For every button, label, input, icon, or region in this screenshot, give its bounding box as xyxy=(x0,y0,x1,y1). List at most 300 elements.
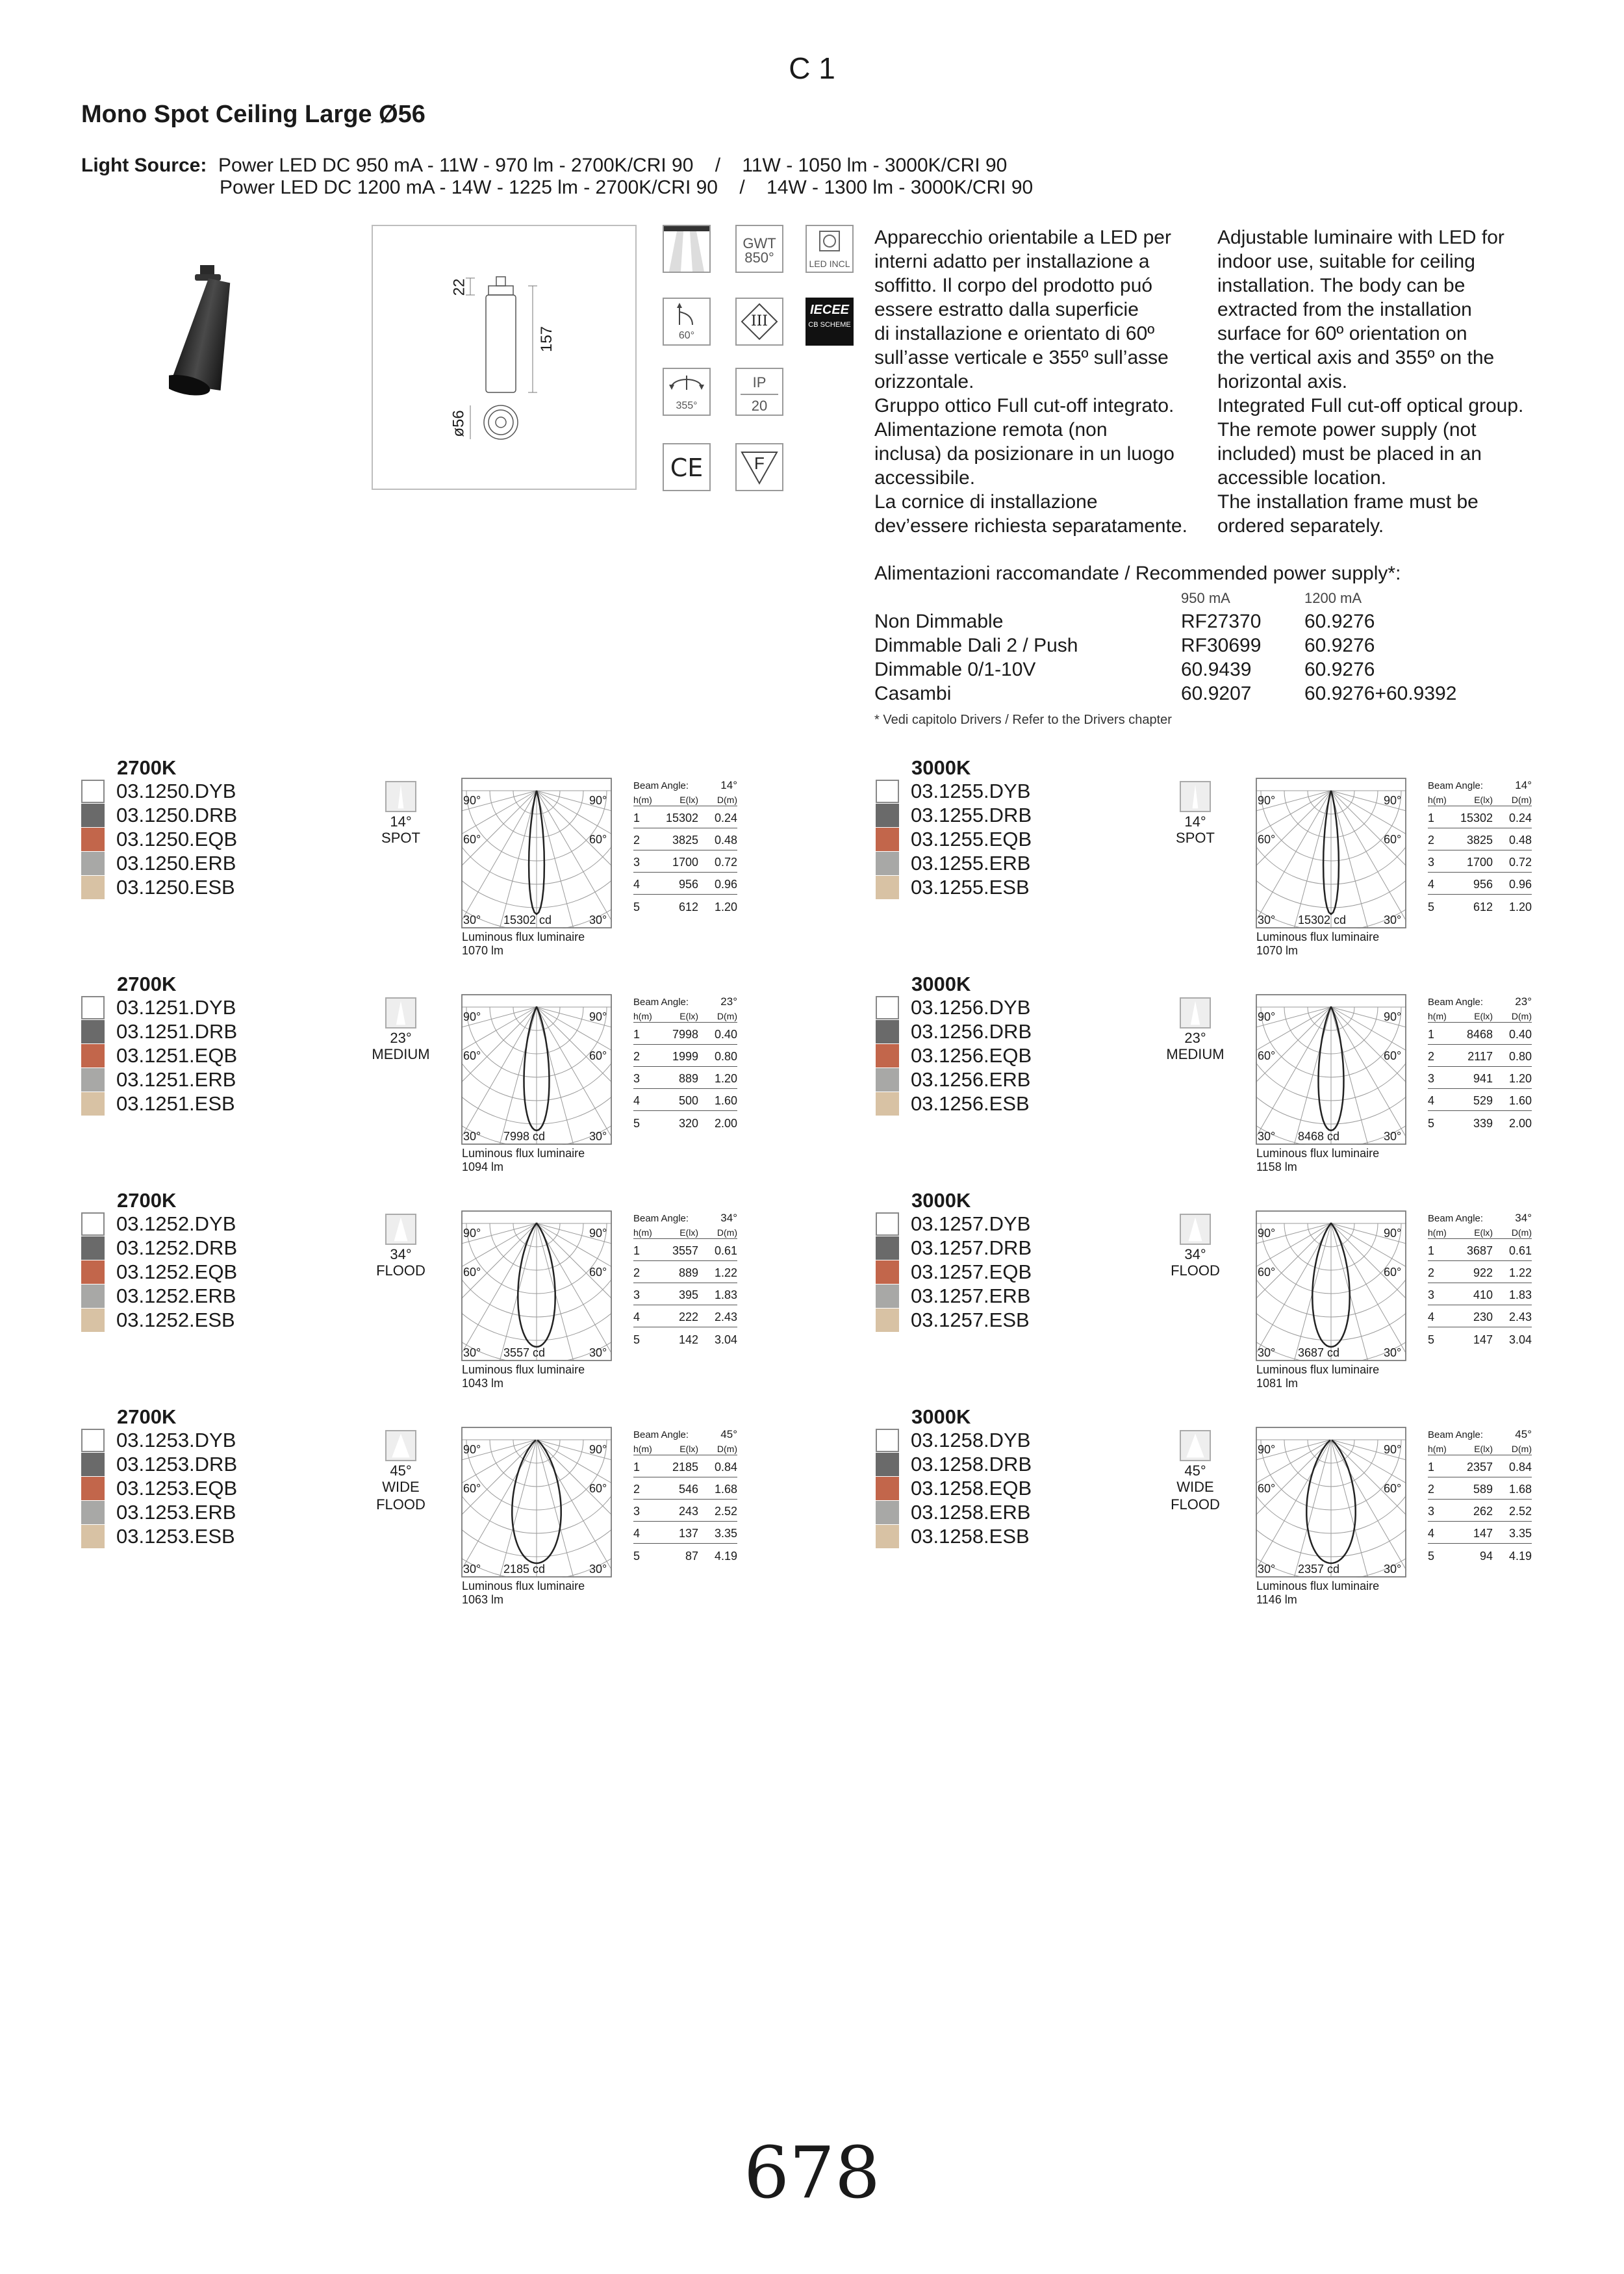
cell-d: 3.35 xyxy=(714,1527,737,1540)
cell-e: 546 xyxy=(678,1483,698,1496)
product-code: 03.1250.DRB xyxy=(116,803,238,826)
luminous-flux-value: 1146 lm xyxy=(1256,1593,1297,1606)
finish-swatch xyxy=(876,1260,899,1284)
cell-e: 94 xyxy=(1479,1550,1493,1563)
dim-22-label: 22 xyxy=(450,278,468,296)
product-code: 03.1255.DYB xyxy=(911,779,1031,802)
tilt-icon xyxy=(663,298,711,346)
code-row xyxy=(876,827,1032,851)
col-e: E(lx) xyxy=(679,1227,698,1238)
beam-table xyxy=(1428,778,1532,917)
cell-h: 5 xyxy=(1428,1117,1435,1130)
beam-table-row xyxy=(633,1455,737,1477)
desc-en-line: ordered separately. xyxy=(1217,515,1384,537)
desc-en-line: included) must be placed in an xyxy=(1217,443,1482,465)
luminous-flux-label: Luminous flux luminaire xyxy=(462,1147,585,1160)
beam-icon xyxy=(1180,997,1211,1028)
product-code: 03.1256.ERB xyxy=(911,1067,1031,1091)
cell-d: 2.43 xyxy=(1508,1310,1532,1323)
code-list xyxy=(81,779,237,899)
ps-col-1200: 1200 mA xyxy=(1304,590,1362,606)
finish-swatch xyxy=(81,1212,105,1236)
desc-it-line: Apparecchio orientabile a LED per xyxy=(874,227,1171,248)
polar-label-90-left: 90° xyxy=(1258,1010,1276,1023)
code-row xyxy=(876,1500,1032,1524)
finish-swatch xyxy=(876,1429,899,1452)
code-row xyxy=(81,1236,237,1260)
variant-group xyxy=(81,1189,861,1403)
cell-d: 3.04 xyxy=(1508,1333,1532,1346)
cell-d: 0.80 xyxy=(714,1050,737,1063)
cell-h: 3 xyxy=(1428,1505,1435,1518)
cell-h: 4 xyxy=(1428,1094,1435,1107)
finish-swatch xyxy=(876,804,899,827)
col-e: E(lx) xyxy=(679,1010,698,1021)
luminous-flux-value: 1070 lm xyxy=(1256,944,1299,957)
polar-label-30-left: 30° xyxy=(463,913,481,926)
beam-label: MEDIUM xyxy=(372,1046,430,1062)
product-code: 03.1255.ESB xyxy=(911,875,1030,899)
ip-value-text: 20 xyxy=(751,398,768,414)
beam-angle-row xyxy=(633,1427,737,1442)
ps-row xyxy=(874,682,1456,706)
polar-label-60-right: 60° xyxy=(589,1482,607,1495)
cell-h: 2 xyxy=(1428,834,1435,847)
desc-it-line: essere estratto dalla superficie xyxy=(874,299,1139,320)
finish-swatch xyxy=(81,1525,105,1548)
cell-d: 0.40 xyxy=(1508,1028,1532,1041)
cct-label: 2700K xyxy=(117,973,177,995)
finish-swatch xyxy=(81,1260,105,1284)
cell-e: 15302 xyxy=(665,811,698,824)
beam-table-row xyxy=(633,1023,737,1045)
beam-table-row xyxy=(1428,1477,1532,1500)
cell-d: 0.24 xyxy=(1508,811,1532,824)
cell-d: 0.96 xyxy=(1508,878,1532,891)
variant-group xyxy=(876,1405,1624,1620)
polar-label-60-right: 60° xyxy=(1384,1482,1402,1495)
cell-h: 1 xyxy=(1428,1461,1435,1474)
finish-swatch xyxy=(81,852,105,875)
col-d: D(m) xyxy=(717,1443,737,1454)
cct-label: 2700K xyxy=(117,756,177,779)
beam-angle-value: 23° xyxy=(720,995,737,1008)
polar-label-60-left: 60° xyxy=(1258,833,1276,846)
polar-label-30-left: 30° xyxy=(1258,913,1276,926)
beam-table-row xyxy=(633,873,737,895)
code-row xyxy=(876,875,1032,899)
cell-e: 395 xyxy=(678,1288,698,1301)
product-code: 03.1253.DRB xyxy=(116,1452,238,1476)
cell-d: 0.84 xyxy=(1508,1461,1532,1474)
beam-icon xyxy=(1180,1214,1211,1245)
code-list xyxy=(876,1428,1032,1548)
code-row xyxy=(81,1067,237,1092)
beam-table-header xyxy=(1428,1010,1532,1023)
cell-e: 612 xyxy=(678,901,698,913)
beam-angle-label: Beam Angle: xyxy=(633,996,689,1008)
finish-swatch xyxy=(81,828,105,851)
finish-swatch xyxy=(876,828,899,851)
luminous-flux-value: 1094 lm xyxy=(462,1160,504,1173)
cell-h: 1 xyxy=(633,1461,641,1474)
polar-label-90-left: 90° xyxy=(1258,1227,1276,1240)
beam-label: MEDIUM xyxy=(1166,1046,1224,1062)
finish-swatch xyxy=(876,1212,899,1236)
product-code: 03.1255.ERB xyxy=(911,851,1031,875)
beam-angle-value: 14° xyxy=(1515,779,1532,791)
ps-code-1200: 60.9276+60.9392 xyxy=(1304,683,1457,704)
product-code: 03.1253.ESB xyxy=(116,1524,235,1548)
product-code: 03.1252.ESB xyxy=(116,1308,235,1331)
col-d: D(m) xyxy=(717,1227,737,1238)
finish-swatch xyxy=(81,996,105,1019)
code-row xyxy=(81,1212,237,1236)
ps-code-950: 60.9207 xyxy=(1181,683,1252,704)
beam-table-header xyxy=(633,793,737,806)
ps-code-950: RF27370 xyxy=(1181,611,1262,632)
polar-label-90-right: 90° xyxy=(1384,794,1402,807)
iecee-text: IECEE xyxy=(809,303,850,317)
beam-angle-label: Beam Angle: xyxy=(1428,1212,1484,1224)
beam-degree: 23° xyxy=(1184,1030,1206,1046)
ps-name: Casambi xyxy=(874,683,952,704)
polar-label-30-left: 30° xyxy=(1258,1130,1276,1143)
luminous-flux-label: Luminous flux luminaire xyxy=(1256,1579,1380,1592)
candela-label: 8468 cd xyxy=(1298,1130,1340,1143)
beam-icon xyxy=(385,1430,416,1461)
finish-swatch xyxy=(876,1284,899,1308)
beam-angle-row xyxy=(1428,1210,1532,1226)
beam-angle-label: Beam Angle: xyxy=(633,1212,689,1224)
desc-en-line: the vertical axis and 355º on the xyxy=(1217,347,1495,368)
product-code: 03.1250.EQB xyxy=(116,827,238,850)
code-list xyxy=(81,1428,237,1548)
variant-group xyxy=(81,756,861,971)
cell-d: 1.22 xyxy=(1508,1266,1532,1279)
finish-swatch xyxy=(81,876,105,899)
gwt-temp-text: 850° xyxy=(744,249,774,266)
beam-table-row xyxy=(633,850,737,873)
beam-label: SPOT xyxy=(1176,830,1215,846)
desc-en-line: extracted from the installation xyxy=(1217,299,1472,320)
cell-h: 3 xyxy=(1428,1288,1435,1301)
candela-label: 2357 cd xyxy=(1298,1563,1340,1576)
finish-swatch xyxy=(876,1092,899,1116)
beam-icon xyxy=(385,781,416,812)
ps-row xyxy=(874,658,1456,682)
code-row xyxy=(876,803,1032,827)
col-e: E(lx) xyxy=(679,794,698,805)
iecee-sub-text: CB SCHEME xyxy=(808,321,851,329)
beam-table xyxy=(633,994,737,1133)
code-row xyxy=(876,1212,1032,1236)
cell-e: 589 xyxy=(1473,1483,1493,1496)
cell-e: 1999 xyxy=(672,1050,698,1063)
rotate-text: 355° xyxy=(676,400,698,411)
product-image xyxy=(169,260,247,403)
cell-h: 3 xyxy=(633,1505,641,1518)
product-code: 03.1255.EQB xyxy=(911,827,1032,850)
cell-h: 1 xyxy=(633,811,641,824)
product-code: 03.1257.ESB xyxy=(911,1308,1030,1331)
beam-angle-row xyxy=(1428,1427,1532,1442)
cell-e: 1700 xyxy=(672,856,698,869)
product-code: 03.1257.DRB xyxy=(911,1236,1032,1259)
cell-h: 3 xyxy=(1428,856,1435,869)
cell-d: 1.68 xyxy=(714,1483,737,1496)
beam-table-row xyxy=(633,806,737,828)
polar-label-30-left: 30° xyxy=(1258,1346,1276,1359)
power-supply-table xyxy=(874,609,1456,706)
cell-h: 1 xyxy=(633,1028,641,1041)
code-row xyxy=(876,1308,1032,1332)
candela-label: 3557 cd xyxy=(503,1346,546,1359)
col-h: h(m) xyxy=(633,1443,652,1454)
cell-d: 4.19 xyxy=(1508,1550,1532,1563)
luminous-flux-value: 1063 lm xyxy=(462,1593,504,1606)
finish-swatch xyxy=(81,1044,105,1067)
desc-en-line: The remote power supply (not xyxy=(1217,419,1477,441)
cell-h: 2 xyxy=(633,1483,641,1496)
cell-h: 2 xyxy=(633,834,641,847)
polar-label-60-left: 60° xyxy=(1258,1049,1276,1062)
polar-label-60-right: 60° xyxy=(589,1266,607,1279)
cell-d: 0.48 xyxy=(714,834,737,847)
code-row xyxy=(876,1452,1032,1476)
code-row xyxy=(81,875,237,899)
ps-name: Dimmable Dali 2 / Push xyxy=(874,635,1078,656)
cell-d: 2.52 xyxy=(714,1505,737,1518)
product-code: 03.1256.EQB xyxy=(911,1043,1032,1067)
cell-h: 2 xyxy=(1428,1266,1435,1279)
product-code: 03.1250.ESB xyxy=(116,875,235,899)
cell-d: 0.72 xyxy=(714,856,737,869)
beam-table-row xyxy=(1428,895,1532,917)
polar-label-60-left: 60° xyxy=(463,1049,481,1062)
code-row xyxy=(81,803,237,827)
cell-e: 889 xyxy=(678,1072,698,1085)
beam-label: SPOT xyxy=(381,830,420,846)
cell-e: 15302 xyxy=(1460,811,1493,824)
product-code: 03.1258.ERB xyxy=(911,1500,1031,1524)
tilt-text: 60° xyxy=(678,330,695,341)
cell-d: 0.40 xyxy=(714,1028,737,1041)
desc-en-line: Adjustable luminaire with LED for xyxy=(1217,227,1504,248)
beam-table-row xyxy=(1428,873,1532,895)
beam-degree: 45° xyxy=(390,1463,412,1479)
f-mark-text: F xyxy=(754,454,765,473)
code-row xyxy=(81,779,237,803)
finish-swatch xyxy=(81,804,105,827)
candela-label: 15302 cd xyxy=(1298,913,1347,926)
ip-rating-icon xyxy=(735,368,783,416)
cell-h: 5 xyxy=(1428,1333,1435,1346)
beam-table-row xyxy=(633,1111,737,1133)
polar-label-90-left: 90° xyxy=(463,1443,481,1456)
finish-swatch xyxy=(876,1236,899,1260)
desc-it-line: di installazione e orientato di 60º xyxy=(874,323,1155,344)
polar-label-60-right: 60° xyxy=(1384,1049,1402,1062)
cell-e: 3825 xyxy=(1466,834,1493,847)
polar-label-30-right: 30° xyxy=(589,913,607,926)
beam-table xyxy=(633,1427,737,1566)
beam-table-row xyxy=(633,1089,737,1111)
col-e: E(lx) xyxy=(1474,1010,1493,1021)
beam-angle-value: 45° xyxy=(720,1428,737,1440)
cell-d: 2.00 xyxy=(1508,1117,1532,1130)
luminous-flux-value: 1081 lm xyxy=(1256,1377,1299,1390)
beam-table-row xyxy=(633,1045,737,1067)
polar-label-90-left: 90° xyxy=(1258,794,1276,807)
dim-56-label: ø56 xyxy=(450,410,468,437)
beam-label: WIDE FLOOD xyxy=(1171,1479,1220,1513)
desc-it-line: dev’essere richiesta separatamente. xyxy=(874,515,1187,537)
beam-table-row xyxy=(1428,1111,1532,1133)
beam-table-row xyxy=(1428,1023,1532,1045)
col-h: h(m) xyxy=(1428,1227,1447,1238)
polar-label-90-left: 90° xyxy=(463,1010,481,1023)
beam-degree: 34° xyxy=(1184,1246,1206,1262)
class-iii-text: III xyxy=(750,313,768,329)
code-row xyxy=(81,827,237,851)
finish-swatch xyxy=(81,1284,105,1308)
desc-en-line: Integrated Full cut-off optical group. xyxy=(1217,395,1524,416)
beam-spot-icon xyxy=(663,225,711,273)
code-row xyxy=(81,851,237,875)
cell-h: 2 xyxy=(633,1050,641,1063)
polar-label-90-right: 90° xyxy=(1384,1227,1402,1240)
beam-degree: 23° xyxy=(390,1030,412,1046)
variant-group xyxy=(81,973,861,1187)
desc-it-line: accessibile. xyxy=(874,467,976,489)
beam-table-row xyxy=(1428,1089,1532,1111)
cell-d: 1.20 xyxy=(714,901,737,913)
polar-label-30-right: 30° xyxy=(589,1346,607,1359)
ce-icon xyxy=(663,443,711,491)
ps-code-1200: 60.9276 xyxy=(1304,611,1375,632)
cell-h: 2 xyxy=(1428,1483,1435,1496)
beam-table xyxy=(633,1210,737,1349)
product-code: 03.1258.EQB xyxy=(911,1476,1032,1500)
code-row xyxy=(81,1476,237,1500)
cct-label: 3000K xyxy=(911,1405,971,1428)
ps-row xyxy=(874,609,1456,633)
cell-e: 243 xyxy=(678,1505,698,1518)
beam-table-row xyxy=(633,1067,737,1089)
code-row xyxy=(876,1428,1032,1452)
code-list xyxy=(876,779,1032,899)
light-source-line-1: Power LED DC 950 mA - 11W - 970 lm - 2700K/CRI 90 / 11W - 1050 lm - 3000K/CRI 90 xyxy=(218,155,1008,176)
cell-h: 5 xyxy=(1428,901,1435,913)
ce-text: CE xyxy=(670,454,704,482)
polar-label-90-right: 90° xyxy=(1384,1443,1402,1456)
beam-angle-label: Beam Angle: xyxy=(1428,996,1484,1008)
cell-e: 230 xyxy=(1473,1310,1493,1323)
beam-table-header xyxy=(633,1010,737,1023)
col-e: E(lx) xyxy=(1474,1227,1493,1238)
f-mark-icon xyxy=(735,443,783,491)
cell-d: 1.83 xyxy=(714,1288,737,1301)
luminous-flux-label: Luminous flux luminaire xyxy=(1256,930,1380,943)
desc-en-line: indoor use, suitable for ceiling xyxy=(1217,251,1475,272)
variant-group xyxy=(876,973,1624,1187)
cell-h: 4 xyxy=(633,878,641,891)
beam-angle-value: 14° xyxy=(720,779,737,791)
finish-swatch xyxy=(876,1525,899,1548)
code-row xyxy=(81,1019,237,1043)
led-incl-icon xyxy=(806,225,854,273)
polar-label-90-right: 90° xyxy=(589,1227,607,1240)
luminous-flux-label: Luminous flux luminaire xyxy=(1256,1363,1380,1376)
beam-table-header xyxy=(1428,1226,1532,1239)
cell-e: 3687 xyxy=(1466,1244,1493,1257)
ps-col-950: 950 mA xyxy=(1181,590,1230,606)
cell-h: 4 xyxy=(633,1527,641,1540)
cell-h: 1 xyxy=(1428,811,1435,824)
finish-swatch xyxy=(81,1092,105,1116)
code-row xyxy=(81,1260,237,1284)
code-row xyxy=(81,1092,237,1116)
code-list xyxy=(876,1212,1032,1332)
beam-table-row xyxy=(1428,828,1532,850)
polar-label-60-left: 60° xyxy=(463,1266,481,1279)
beam-degree: 14° xyxy=(390,813,412,830)
beam-table-header xyxy=(633,1226,737,1239)
product-code: 03.1251.EQB xyxy=(116,1043,238,1067)
beam-angle-value: 34° xyxy=(1515,1212,1532,1224)
beam-angle-row xyxy=(633,1210,737,1226)
finish-swatch xyxy=(81,1477,105,1500)
ps-code-1200: 60.9276 xyxy=(1304,635,1375,656)
description-italian xyxy=(874,225,1212,538)
code-row xyxy=(876,995,1032,1019)
product-code: 03.1258.ESB xyxy=(911,1524,1030,1548)
cell-d: 0.61 xyxy=(1508,1244,1532,1257)
col-h: h(m) xyxy=(1428,794,1447,805)
col-d: D(m) xyxy=(1511,1443,1532,1454)
ps-name: Dimmable 0/1-10V xyxy=(874,659,1036,680)
code-row xyxy=(876,1260,1032,1284)
beam-table-row xyxy=(1428,1067,1532,1089)
beam-table-header xyxy=(633,1442,737,1455)
finish-swatch xyxy=(81,780,105,803)
code-row xyxy=(876,1019,1032,1043)
cell-d: 1.20 xyxy=(1508,901,1532,913)
candela-label: 15302 cd xyxy=(503,913,552,926)
product-code: 03.1256.DYB xyxy=(911,995,1031,1019)
beam-table-row xyxy=(1428,1544,1532,1566)
luminous-flux-value: 1158 lm xyxy=(1256,1160,1297,1173)
beam-angle-value: 34° xyxy=(720,1212,737,1224)
desc-it-line: Alimentazione remota (non xyxy=(874,419,1108,441)
cell-e: 339 xyxy=(1473,1117,1493,1130)
polar-label-90-right: 90° xyxy=(1384,1010,1402,1023)
polar-label-60-right: 60° xyxy=(589,1049,607,1062)
cell-e: 612 xyxy=(1473,901,1493,913)
beam-table-row xyxy=(633,1239,737,1261)
beam-label: FLOOD xyxy=(376,1262,425,1279)
beam-table xyxy=(1428,994,1532,1133)
cell-h: 5 xyxy=(633,901,641,913)
polar-label-30-left: 30° xyxy=(463,1130,481,1143)
beam-angle-label: Beam Angle: xyxy=(633,1429,689,1440)
product-code: 03.1252.DYB xyxy=(116,1212,236,1235)
cell-d: 1.60 xyxy=(1508,1094,1532,1107)
page-number: 678 xyxy=(744,2131,880,2214)
cell-e: 956 xyxy=(678,878,698,891)
code-row xyxy=(876,851,1032,875)
